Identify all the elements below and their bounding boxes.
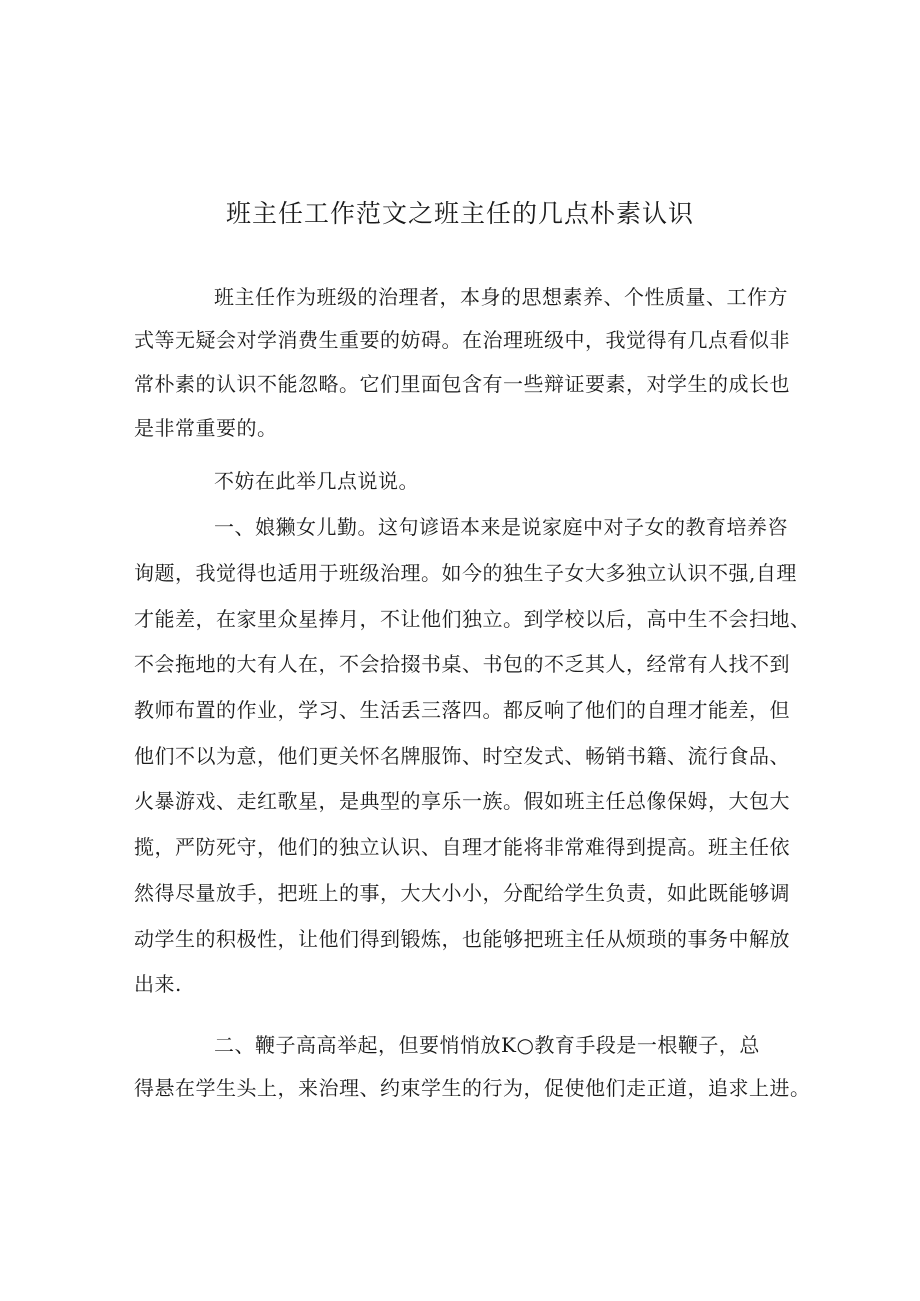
paragraph-line: 火暴游戏、走红歌星，是典型的享乐一族。假如班主任总像保姆，大包大 — [134, 789, 790, 813]
paragraph-line: 班主任作为班级的治理者，本身的思想素养、个性质量、工作方 — [214, 285, 788, 309]
paragraph-line: 常朴素的认识不能忽略。它们里面包含有一些辩证要素，对学生的成长也 — [134, 372, 790, 396]
paragraph-line: 是非常重要的。 — [134, 416, 278, 440]
document-title: 班主任工作范文之班主任的几点朴素认识 — [225, 199, 694, 228]
paragraph-line: 才能差，在家里众星捧月，不让他们独立。到学校以后，高中生不会扫地、 — [134, 607, 811, 631]
paragraph-line: 二、鞭子高高举起，但要悄悄放K○教育手段是一根鞭子，总 — [214, 1033, 760, 1057]
paragraph-line: 教师布置的作业，学习、生活丢三落四。都反响了他们的自理才能差，但 — [134, 698, 790, 722]
paragraph-line: 出来. — [134, 972, 182, 996]
paragraph-line: 不妨在此举几点说说。 — [214, 469, 419, 493]
paragraph-line: 揽，严防死守，他们的独立认识、自理才能将非常难得到提高。班主任依 — [134, 835, 790, 859]
paragraph-line: 不会拖地的大有人在，不会拾掇书桌、书包的不乏其人，经常有人找不到 — [134, 652, 790, 676]
paragraph-line: 他们不以为意，他们更关怀名牌服饰、时空发式、畅销书籍、流行食品、 — [134, 744, 790, 768]
paragraph-line: 询题，我觉得也适用于班级治理。如今的独生子女大多独立认识不强,自理 — [134, 561, 797, 585]
paragraph-line: 一、娘獭女儿勤。这句谚语本来是说家庭中对子女的教育培养咨 — [214, 515, 788, 539]
paragraph-line: 式等无疑会对学消费生重要的妨碍。在治理班级中，我觉得有几点看似非 — [134, 328, 790, 352]
paragraph-line: 动学生的积极性，让他们得到锻炼，也能够把班主任从烦琐的事务中解放 — [134, 927, 790, 951]
paragraph-line: 然得尽量放手，把班上的事，大大小小，分配给学生负责，如此既能够调 — [134, 881, 790, 905]
paragraph-line: 得悬在学生头上，来治理、约束学生的行为，促使他们走正道，追求上进。 — [134, 1076, 811, 1100]
